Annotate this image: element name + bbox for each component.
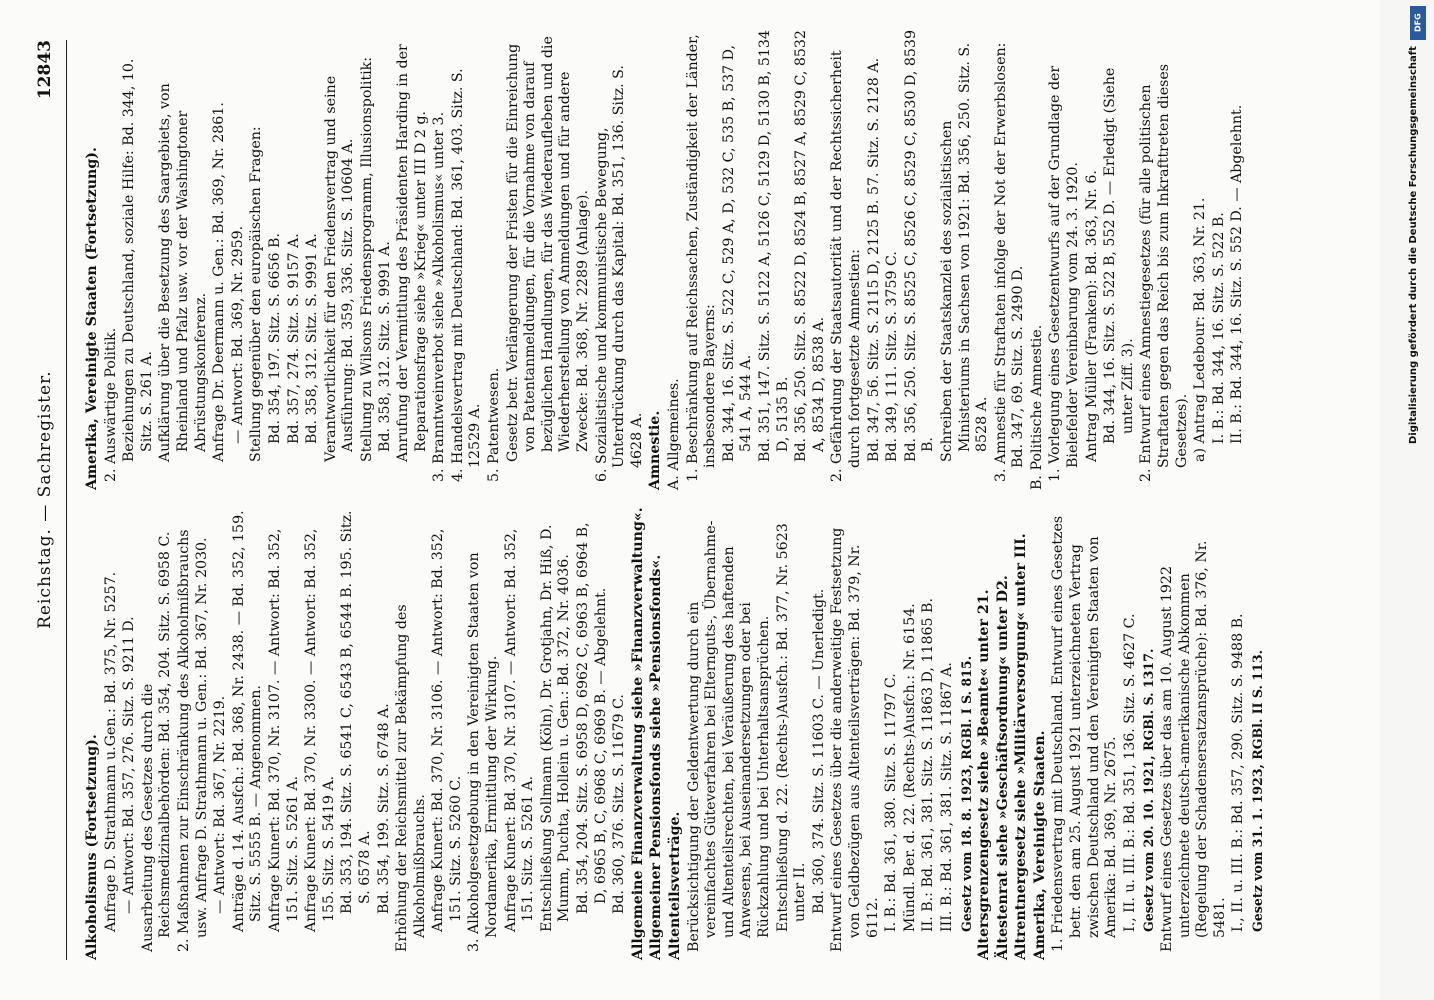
- index-entry: B. Politische Amnestie.: [1028, 324, 1045, 490]
- index-entry: Bd. 360, 374. Sitz. S. 11603 C. — Unerledigt.: [810, 588, 827, 914]
- index-entry: Bd. 344, 16. Sitz. S. 522 C, 529 A, D, 532 C, 535 B, 537 D, 541 A, 544 A.: [720, 44, 755, 462]
- index-entry: Stellung gegenüber den europäischen Fragen:: [248, 126, 265, 462]
- index-entry: Gesetz vom 18. 8. 1923, RGBl. I S. 815.: [958, 655, 974, 932]
- index-entry: Erhöhung der Reichsmittel zur Bekämpfung des Alkoholmißbrauchs.: [394, 604, 428, 952]
- index-entry: Bd. 356, 250. Sitz. S. 8522 D, 8524 B, 8527 A, 8529 C, 8532 A, 8534 D, 8538 A.: [793, 30, 827, 462]
- index-entry: Anfrage Dr. Deermann u. Gen.: Bd. 369, Nr. 2861.: [211, 102, 228, 462]
- index-entry: 1. Vorlegung eines Gesetzentwurfs auf der Grundlage der Bielefelder Vereinbarung vom 24. 3. 1920.: [1047, 65, 1082, 482]
- index-entry: Anfrage Kunert: Bd. 370, Nr. 3300. — Antwort: Bd. 352, 155. Sitz. S. 5419 A.: [303, 528, 337, 932]
- index-entry: Allgemeine Finanzverwaltung siehe »Finanzverwaltung«.: [629, 507, 646, 960]
- index-entry: Altenteilsverträge.: [667, 811, 683, 960]
- index-entry: Bd. 357, 274. Sitz. S. 9157 A.: [285, 233, 302, 444]
- index-entry: Verantwortlichkeit für den Friedensvertrag und seine Ausführung: Bd. 359, 336. Sitz. S. 10604 A.: [322, 75, 357, 462]
- index-entry: I., II. u. III. B.: Bd. 351, 136. Sitz. S. 4627 C.: [1121, 613, 1138, 932]
- index-entry: 3. Branntweinverbot siehe »Alkoholismus« unter 3.: [431, 111, 448, 482]
- index-entry: a) Antrag Ledebour: Bd. 363, Nr. 21.: [1192, 197, 1209, 462]
- index-entry: Entwurf eines Gesetzes über die anderweitige Festsetzung von Geldbezügen aus Altenteilsverträgen: Bd. 379, Nr. 6112.: [829, 527, 881, 952]
- index-entry: Anfrage Kunert: Bd. 370, Nr. 3107. — Antwort: Bd. 352, 151. Sitz. S. 5261 A.: [502, 528, 537, 932]
- index-entry: 1. Friedensvertrag mit Deutschland. Entwurf eines Gesetzes betr. den am 25. August 1921 unterzeichneten Vertrag zwischen Deutschland und den Vereinigten Staaten von Amerika: Bd. 369, Nr. 2675.: [1050, 515, 1120, 952]
- index-entry: Gesetz betr. Verlängerung der Fristen für die Einreichung von Patentanmeldungen, für die Vornahme von darauf bezüglichen Handlungen, für das Wiederaufleben und die Wiederherstellung von Anmeldungen und für andere Zwecke: Bd. 368, Nr. 2289 (Anlage).: [504, 36, 592, 462]
- index-entry: Bd. 349, 111. Sitz. S. 3759 C.: [884, 251, 901, 462]
- index-entry: Anrufung der Vermittlung des Präsidenten Harding in der Reparationsfrage siehe »Krieg« unter III D 2 g.: [395, 44, 429, 462]
- index-entry: 2. Auswärtige Politik.: [102, 327, 119, 482]
- index-entry: 3. Amnestie für Straftaten infolge der Not der Erwerbslosen: Bd. 347, 69. Sitz. S. 2490 D.: [992, 42, 1027, 482]
- index-entry: Alkoholismus (Fortsetzung).: [84, 734, 100, 960]
- index-entry: Ausarbeitung des Gesetzes durch die Reichsmedizinalbehörden: Bd. 354, 204. Sitz. S. 6958 C.: [139, 531, 174, 952]
- index-entry: Entwurf eines Gesetzes über das am 10. August 1922 unterzeichnete deutsch-amerikanische Abkommen (Regelung der Schadensersatzansprüche): Bd. 376, Nr. 5481.: [1159, 540, 1228, 952]
- digitization-note: Digitalisierung gefördert durch die Deutsche Forschungsgemeinschaft: [1408, 46, 1419, 444]
- index-entry: III. B.: Bd. 361, 381. Sitz. S. 11867 A.: [938, 662, 955, 932]
- index-entry: Altrentnergesetz siehe »Militärversorgung« unter III.: [1013, 533, 1030, 960]
- right-column: [84, 30, 1340, 490]
- digitization-sidebar: [1406, 0, 1430, 1000]
- index-entry: Anfrage Kunert: Bd. 370, Nr. 3107. — Antwort: Bd. 352, 151. Sitz. S. 5261 A.: [266, 528, 301, 932]
- index-entry: Bd. 354, 204. Sitz. S. 6958 D, 6962 C, 6963 B, 6964 B, D, 6965 B, C, 6968 C, 6969 B. — Abgelehnt.: [575, 522, 609, 914]
- index-entry: Stellung zu Wilsons Friedensprogramm, Illusionspolitik: Bd. 358, 312. Sitz. S. 9991 A.: [358, 56, 393, 462]
- index-entry: — Antwort: Bd. 369, Nr. 2959.: [229, 225, 246, 444]
- index-entry: I., II. u. III. B.: Bd. 357, 290. Sitz. S. 9488 B.: [1230, 613, 1247, 932]
- index-entry: Amerika, Vereinigte Staaten (Fortsetzung).: [84, 147, 100, 490]
- left-column: [84, 505, 1340, 960]
- index-entry: Bd. 356, 250. Sitz. S. 8525 C, 8526 C, 8529 C, 8530 D, 8539 B.: [902, 30, 937, 462]
- index-entry: 2. Gefährdung der Staatsautorität und der Rechtssicherheit durch fortgesetzte Amnestien:: [829, 50, 863, 482]
- index-entry: Aufklärung über die Besetzung des Saargebiets, von Rheinland und Pfalz usw. vor der Washingtoner Abrüstungskonferenz.: [157, 83, 209, 462]
- index-entry: Bd. 353, 194. Sitz. S. 6541 C, 6543 B, 6544 B. 195. Sitz. S. 6578 A.: [339, 510, 373, 914]
- index-entry: Bd. 354, 199. Sitz. S. 6748 A.: [375, 703, 392, 914]
- index-entry: II. B.: Bd. 361, 381. Sitz. S. 11863 D, 11865 B.: [920, 598, 937, 932]
- index-entry: Bd. 344, 16. Sitz. S. 522 B, 552 D. — Erledigt (Siehe unter Ziff. 3).: [1102, 67, 1136, 444]
- page-number: 12843: [35, 40, 56, 100]
- index-entry: 2. Entwurf eines Amnestiegesetzes (für alle politischen Straftaten gegen das Reich bis zum Inkrafttreten dieses Gesetzes).: [1138, 63, 1190, 482]
- index-entry: Mündl. Ber. d. 22. (Rechts-)Ausfch.: Nr. 6154.: [901, 603, 918, 932]
- index-entry: Bd. 351, 147. Sitz. S. 5122 A, 5126 C, 5129 D, 5130 B, 5134 D, 5135 B.: [756, 30, 791, 462]
- index-entry: Bd. 360, 376. Sitz. S. 11679 C.: [611, 694, 628, 914]
- index-entry: Amerika, Vereinigte Staaten.: [1031, 730, 1048, 960]
- index-entry: Ältestenrat siehe »Geschäftsordnung« unter D2.: [994, 575, 1011, 960]
- index-entry: Altersgrenzengesetz siehe »Beamte« unter 21.: [976, 589, 993, 960]
- dfg-logo: DFG: [1410, 6, 1426, 40]
- index-entry: Amnestie.: [647, 410, 664, 490]
- index-entry: Schreiben der Staatskanzlei des sozialistischen Ministeriums in Sachsen von 1921: Bd. 356, 250. Sitz. S. 8528 A.: [938, 42, 991, 462]
- index-entry: Bd. 354, 197. Sitz. S. 6656 B.: [266, 233, 283, 444]
- index-entry: Berücksichtigung der Geldentwertung durch ein vereinfachtes Güteverfahren bei Elternguts-, Übernahme- und Altenteilsrechten, bei Veräußerung des haftenden Anwesens, bei Auseinandersetzungen oder bei Rückzahlung und bei Unterhaltsansprüchen.: [685, 520, 772, 952]
- index-entry: II. B.: Bd. 344, 16. Sitz. S. 552 D. — Abgelehnt.: [1229, 104, 1246, 444]
- index-entry: Entschließung Sollmann (Köln), Dr. Grotjahn, Dr. Hiß, D. Mumm, Puchta, Hollein u. Gen.: Bd. 372, Nr. 4036.: [538, 524, 573, 932]
- page-header: [26, 40, 67, 960]
- running-title: Reichstag. — Sachregister.: [35, 370, 56, 629]
- index-entry: Bd. 347, 56. Sitz. S. 2115 D, 2125 B. 57. Sitz. S. 2128 A.: [865, 57, 882, 462]
- index-entry: 5. Patentwesen.: [486, 367, 503, 482]
- index-entry: — Antwort: Bd. 357, 276. Sitz. S. 9211 D.: [121, 616, 138, 914]
- index-entry: I. B.: Bd. 344, 16. Sitz. S. 522 B.: [1210, 212, 1227, 444]
- index-entry: Entschließung d. 22. (Rechts-)Ausfch.: Bd. 377, Nr. 5623 unter II.: [774, 523, 809, 932]
- index-entry: Beziehungen zu Deutschland, soziale Hilfe: Bd. 344, 10. Sitz. S. 261 A.: [121, 58, 155, 462]
- index-entry: I. B.: Bd. 361, 380. Sitz. S. 11797 C.: [883, 673, 900, 932]
- index-entry: Bd. 358, 312. Sitz. S. 9991 A.: [304, 233, 321, 444]
- index-entry: Allgemeiner Pensionsfonds siehe »Pensionsfonds«.: [648, 554, 665, 960]
- index-entry: A. Allgemeines.: [666, 378, 682, 490]
- index-entry: 2. Maßnahmen zur Einschränkung des Alkoholmißbrauchs usw. Anfrage D. Strathmann u. Gen.: Bd. 367, Nr. 2030.: [175, 529, 210, 952]
- index-entry: Antrag Müller (Franken): Bd. 363, Nr. 6.: [1083, 170, 1100, 462]
- index-entry: Anfrage Kunert: Bd. 370, Nr. 3106. — Antwort: Bd. 352, 151. Sitz. S. 5260 C.: [430, 528, 464, 932]
- index-entry: 6. Sozialistische und kommunistische Bewegung, Unterdrückung durch das Kapital: Bd. 351, 136. Sitz. S. 4628 A.: [593, 65, 645, 482]
- index-entry: — Antwort: Bd. 367, Nr. 2219.: [212, 695, 229, 914]
- index-entry: Gesetz vom 20. 10. 1921, RGBl. S. 1317.: [1141, 648, 1157, 932]
- index-entry: Gesetz vom 31. 1. 1923, RGBl. II S. 113.: [1250, 650, 1265, 932]
- index-entry: Anfrage D. Strathmann u.Gen.: Bd. 375, Nr. 5257.: [102, 571, 119, 932]
- index-entry: 4. Handelsvertrag mit Deutschland: Bd. 361, 403. Sitz. S. 12529 A.: [449, 68, 484, 482]
- index-entry: Anträge d. 14. Ausfch.: Bd. 368, Nr. 2438. — Bd. 352, 159. Sitz. S. 5555 B. — Angenommen.: [230, 510, 265, 932]
- index-entry: 1. Beschränkung auf Reichssachen, Zuständigkeit der Länder, insbesondere Bayerns:: [684, 34, 719, 482]
- index-entry: 3. Alkoholgesetzgebung in den Vereinigten Staaten von Nordamerika, Ermittlung der Wirkung.: [466, 552, 501, 952]
